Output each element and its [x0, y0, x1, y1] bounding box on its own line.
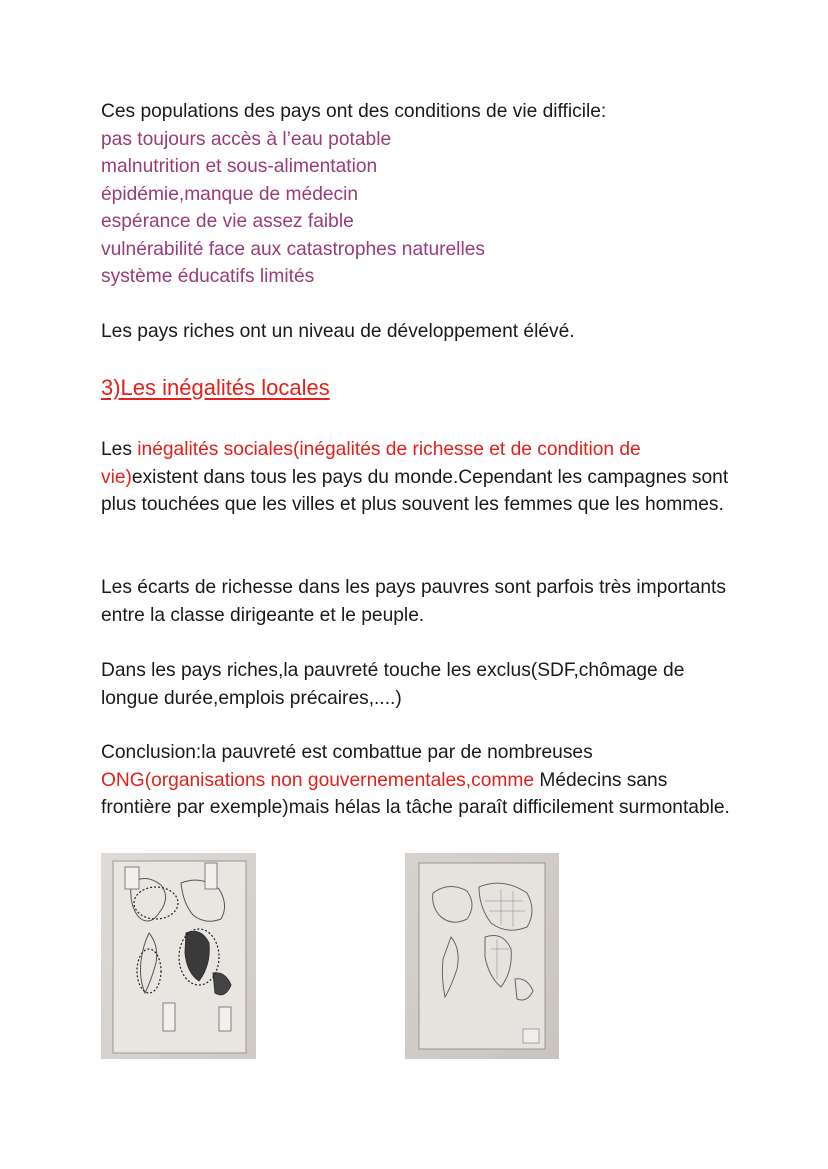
rich-countries-line: Les pays riches ont un niveau de développement élévé. [101, 321, 575, 342]
world-map-photo-blank [405, 853, 559, 1059]
condition-item: espérance de vie assez faible [101, 211, 354, 232]
section-heading: 3)Les inégalités locales [101, 375, 330, 400]
condition-item: vulnérabilité face aux catastrophes naturelles [101, 239, 485, 260]
world-map-photo-annotated [101, 853, 256, 1059]
condition-item: épidémie,manque de médecin [101, 184, 359, 205]
paragraph-conclusion [101, 739, 741, 822]
conclusion-highlight: ONG(organisations non gouvernementales,comme [101, 769, 535, 791]
paragraph-rich-poverty: Dans les pays riches,la pauvreté touche les exclus(SDF,chômage de longue durée,emplois précaires,....) [101, 660, 685, 709]
para1-prefix: Les [101, 439, 138, 460]
condition-item: pas toujours accès à l’eau potable [101, 129, 392, 150]
conclusion-suffix: Médecins sans frontière par exemple)mais hélas la tâche paraît difficilement surmontable. [101, 769, 730, 818]
paragraph-wealth-gaps: Les écarts de richesse dans les pays pauvres sont parfois très importants entre la classe dirigeante et le peuple. [101, 577, 726, 626]
paragraph-inequalities [101, 436, 741, 519]
para1-suffix: existent dans tous les pays du monde.Cependant les campagnes sont plus touchées que les villes et plus souvent les femmes que les hommes. [101, 466, 729, 515]
conclusion-prefix: Conclusion:la pauvreté est combattue par de nombreuses [101, 742, 593, 763]
condition-item: malnutrition et sous-alimentation [101, 156, 378, 177]
para1-highlight: inégalités sociales(inégalités de richesse et de condition de vie) [101, 439, 641, 488]
condition-item: système éducatifs limités [101, 266, 315, 287]
intro-line: Ces populations des pays ont des conditions de vie difficile: [101, 101, 607, 122]
